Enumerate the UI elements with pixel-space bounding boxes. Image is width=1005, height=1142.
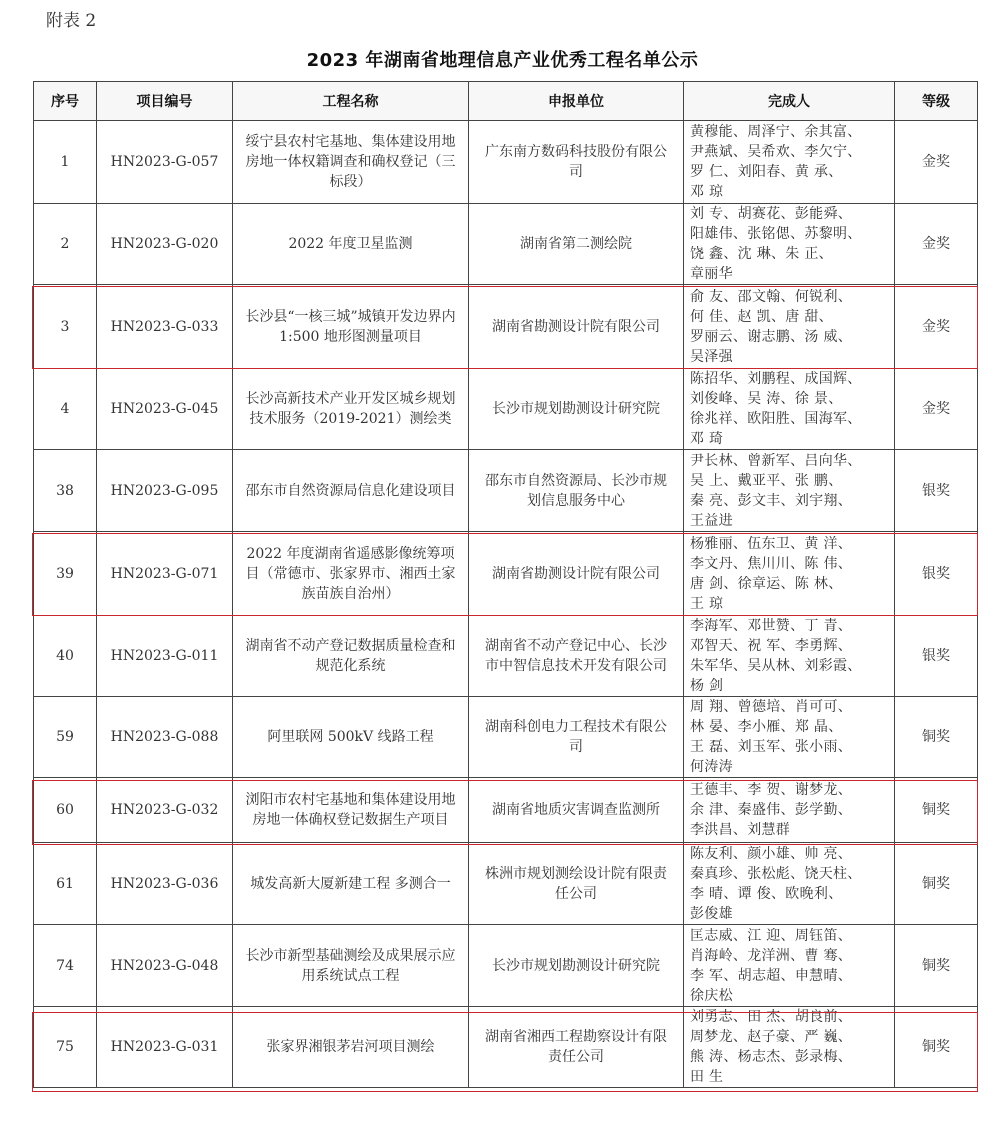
member-line: 尹燕斌、吴希欢、李欠宁、	[690, 144, 862, 160]
cell-grade: 铜奖	[895, 697, 978, 778]
cell-members	[684, 778, 895, 843]
cell-members	[684, 450, 895, 532]
table-row	[34, 697, 978, 778]
cell-unit: 邵东市自然资源局、长沙市规划信息服务中心	[469, 450, 684, 532]
member-line: 邓智天、祝 军、李勇辉、	[690, 638, 853, 654]
cell-code: HN2023-G-071	[97, 532, 233, 616]
cell-code: HN2023-G-057	[97, 121, 233, 204]
member-line: 周 翔、曾德培、肖可可、	[690, 699, 853, 715]
cell-no: 2	[34, 204, 97, 285]
member-line: 吴泽强	[690, 348, 733, 365]
member-line: 徐兆祥、欧阳胜、国海军、	[690, 411, 862, 427]
cell-code: HN2023-G-033	[97, 285, 233, 369]
cell-code: HN2023-G-095	[97, 450, 233, 532]
cell-unit: 长沙市规划勘测设计研究院	[469, 369, 684, 450]
cell-grade: 金奖	[895, 369, 978, 450]
cell-code: HN2023-G-020	[97, 204, 233, 285]
cell-no: 1	[34, 121, 97, 204]
member-line: 王 琼	[690, 595, 724, 612]
table-header-row	[34, 82, 978, 121]
cell-no: 61	[34, 843, 97, 925]
cell-name: 阿里联网 500kV 线路工程	[233, 697, 469, 778]
cell-members	[684, 121, 895, 204]
cell-grade: 铜奖	[895, 843, 978, 925]
member-line: 罗 仁、刘阳春、黄 承、	[690, 164, 843, 180]
cell-code: HN2023-G-031	[97, 1007, 233, 1088]
cell-name: 长沙市新型基础测绘及成果展示应用系统试点工程	[233, 925, 469, 1007]
table-row	[34, 778, 978, 843]
cell-name: 浏阳市农村宅基地和集体建设用地房地一体确权登记数据生产项目	[233, 778, 469, 843]
col-header-name: 工程名称	[233, 82, 469, 121]
member-line: 秦 亮、彭文丰、刘宇翔、	[690, 492, 853, 509]
cell-grade: 银奖	[895, 532, 978, 616]
document-title: 2023 年湖南省地理信息产业优秀工程名单公示	[306, 50, 699, 71]
member-line: 邓 琦	[690, 431, 724, 447]
member-line: 王德丰、李 贺、谢梦龙、	[690, 782, 853, 798]
cell-name: 长沙县“一核三城”城镇开发边界内 1:500 地形图测量项目	[233, 285, 469, 369]
table-row	[34, 204, 978, 285]
member-line: 李海军、邓世赞、丁 青、	[690, 618, 853, 634]
member-line: 罗丽云、谢志鹏、汤 威、	[690, 328, 853, 345]
cell-code: HN2023-G-036	[97, 843, 233, 925]
member-line: 熊 涛、杨志杰、彭录梅、	[690, 1049, 853, 1065]
member-line: 李 晴、谭 俊、欧晚利、	[690, 885, 843, 902]
member-line: 李文丹、焦川川、陈 伟、	[690, 555, 853, 572]
col-header-grade: 等级	[895, 82, 978, 121]
member-line: 何涛涛	[690, 759, 733, 775]
member-line: 尹长林、曾新军、吕向华、	[690, 452, 862, 469]
member-line: 邓 琼	[690, 184, 724, 200]
member-line: 王 磊、刘玉军、张小雨、	[690, 739, 853, 755]
member-line: 杨雅丽、伍东卫、黄 洋、	[690, 535, 853, 552]
cell-no: 4	[34, 369, 97, 450]
member-line: 王益进	[690, 512, 733, 529]
member-line: 秦真珍、张松彪、饶天柱、	[690, 865, 862, 882]
cell-grade: 银奖	[895, 450, 978, 532]
member-line: 匡志威、江 迎、周钰笛、	[690, 927, 853, 944]
cell-grade: 铜奖	[895, 778, 978, 843]
cell-no: 40	[34, 616, 97, 697]
member-line: 黄穆能、周泽宁、余其富、	[690, 124, 862, 140]
member-line: 何 佳、赵 凯、唐 甜、	[690, 308, 833, 325]
table-row	[34, 925, 978, 1007]
member-line: 林 晏、李小雁、郑 晶、	[690, 719, 843, 735]
cell-no: 75	[34, 1007, 97, 1088]
cell-name: 湖南省不动产登记数据质量检查和规范化系统	[233, 616, 469, 697]
cell-no: 74	[34, 925, 97, 1007]
member-line: 肖海岭、龙洋洲、曹 骞、	[690, 947, 853, 964]
cell-members	[684, 369, 895, 450]
award-table	[33, 81, 978, 1088]
member-line: 陈招华、刘鹏程、成国辉、	[690, 371, 862, 387]
member-line: 刘 专、胡赛花、彭能舜、	[690, 206, 853, 222]
member-line: 李洪昌、刘慧群	[690, 822, 791, 838]
member-line: 唐 剑、徐章运、陈 林、	[690, 575, 843, 592]
member-line: 杨 剑	[690, 678, 724, 694]
cell-grade: 金奖	[895, 121, 978, 204]
table-row	[34, 843, 978, 925]
table-row	[34, 450, 978, 532]
cell-members	[684, 697, 895, 778]
table-row	[34, 532, 978, 616]
col-header-members: 完成人	[684, 82, 895, 121]
cell-name: 绥宁县农村宅基地、集体建设用地房地一体权籍调查和确权登记（三标段）	[233, 121, 469, 204]
member-line: 刘俊峰、吴 涛、徐 景、	[690, 391, 843, 407]
member-line: 陈友利、颜小雄、帅 亮、	[690, 845, 853, 862]
table-row	[34, 121, 978, 204]
cell-no: 38	[34, 450, 97, 532]
cell-members	[684, 925, 895, 1007]
cell-unit: 湖南省第二测绘院	[469, 204, 684, 285]
col-header-unit: 申报单位	[469, 82, 684, 121]
table-row	[34, 369, 978, 450]
member-line: 余 津、秦盛伟、彭学勤、	[690, 802, 853, 818]
cell-members	[684, 843, 895, 925]
cell-members	[684, 204, 895, 285]
cell-name: 长沙高新技术产业开发区城乡规划技术服务（2019-2021）测绘类	[233, 369, 469, 450]
cell-unit: 长沙市规划勘测设计研究院	[469, 925, 684, 1007]
cell-members	[684, 532, 895, 616]
col-header-no: 序号	[34, 82, 97, 121]
member-line: 饶 鑫、沈 琳、朱 正、	[690, 246, 833, 262]
member-line: 章丽华	[690, 266, 733, 282]
member-line: 徐庆松	[690, 987, 733, 1004]
member-line: 刘勇志、田 杰、胡良前、	[690, 1009, 853, 1025]
member-line: 彭俊雄	[690, 905, 733, 922]
member-line: 吴 上、戴亚平、张 鹏、	[690, 472, 843, 489]
cell-code: HN2023-G-045	[97, 369, 233, 450]
table-row	[34, 285, 978, 369]
table-body	[34, 121, 978, 1088]
cell-unit: 株洲市规划测绘设计院有限责任公司	[469, 843, 684, 925]
table-row	[34, 616, 978, 697]
table-row	[34, 1007, 978, 1088]
cell-no: 60	[34, 778, 97, 843]
cell-name: 邵东市自然资源局信息化建设项目	[233, 450, 469, 532]
cell-unit: 湖南省湘西工程勘察设计有限责任公司	[469, 1007, 684, 1088]
member-line: 阳雄伟、张铭偲、苏黎明、	[690, 226, 862, 242]
cell-unit: 湖南省地质灾害调查监测所	[469, 778, 684, 843]
cell-grade: 铜奖	[895, 925, 978, 1007]
cell-unit: 湖南省不动产登记中心、长沙市中智信息技术开发有限公司	[469, 616, 684, 697]
attachment-label: 附表 2	[46, 11, 97, 31]
cell-grade: 银奖	[895, 616, 978, 697]
member-line: 田 生	[690, 1069, 724, 1085]
cell-unit: 湖南省勘测设计院有限公司	[469, 532, 684, 616]
cell-no: 39	[34, 532, 97, 616]
cell-members	[684, 616, 895, 697]
cell-unit: 湖南省勘测设计院有限公司	[469, 285, 684, 369]
cell-no: 3	[34, 285, 97, 369]
member-line: 朱军华、吴从林、刘彩霞、	[690, 658, 862, 674]
cell-members	[684, 285, 895, 369]
cell-code: HN2023-G-032	[97, 778, 233, 843]
cell-name: 城发高新大厦新建工程 多测合一	[233, 843, 469, 925]
cell-unit: 广东南方数码科技股份有限公司	[469, 121, 684, 204]
cell-code: HN2023-G-088	[97, 697, 233, 778]
cell-no: 59	[34, 697, 97, 778]
col-header-code: 项目编号	[97, 82, 233, 121]
member-line: 俞 友、邵文翰、何锐利、	[690, 288, 853, 305]
cell-name: 2022 年度卫星监测	[233, 204, 469, 285]
cell-name: 2022 年度湖南省遥感影像统筹项目（常德市、张家界市、湘西土家族苗族自治州）	[233, 532, 469, 616]
cell-code: HN2023-G-048	[97, 925, 233, 1007]
cell-members	[684, 1007, 895, 1088]
cell-name: 张家界湘银茅岩河项目测绘	[233, 1007, 469, 1088]
cell-grade: 金奖	[895, 204, 978, 285]
cell-code: HN2023-G-011	[97, 616, 233, 697]
cell-unit: 湖南科创电力工程技术有限公司	[469, 697, 684, 778]
member-line: 周梦龙、赵子豪、严 巍、	[690, 1029, 853, 1045]
member-line: 李 军、胡志超、申慧晴、	[690, 967, 853, 984]
cell-grade: 金奖	[895, 285, 978, 369]
cell-grade: 铜奖	[895, 1007, 978, 1088]
